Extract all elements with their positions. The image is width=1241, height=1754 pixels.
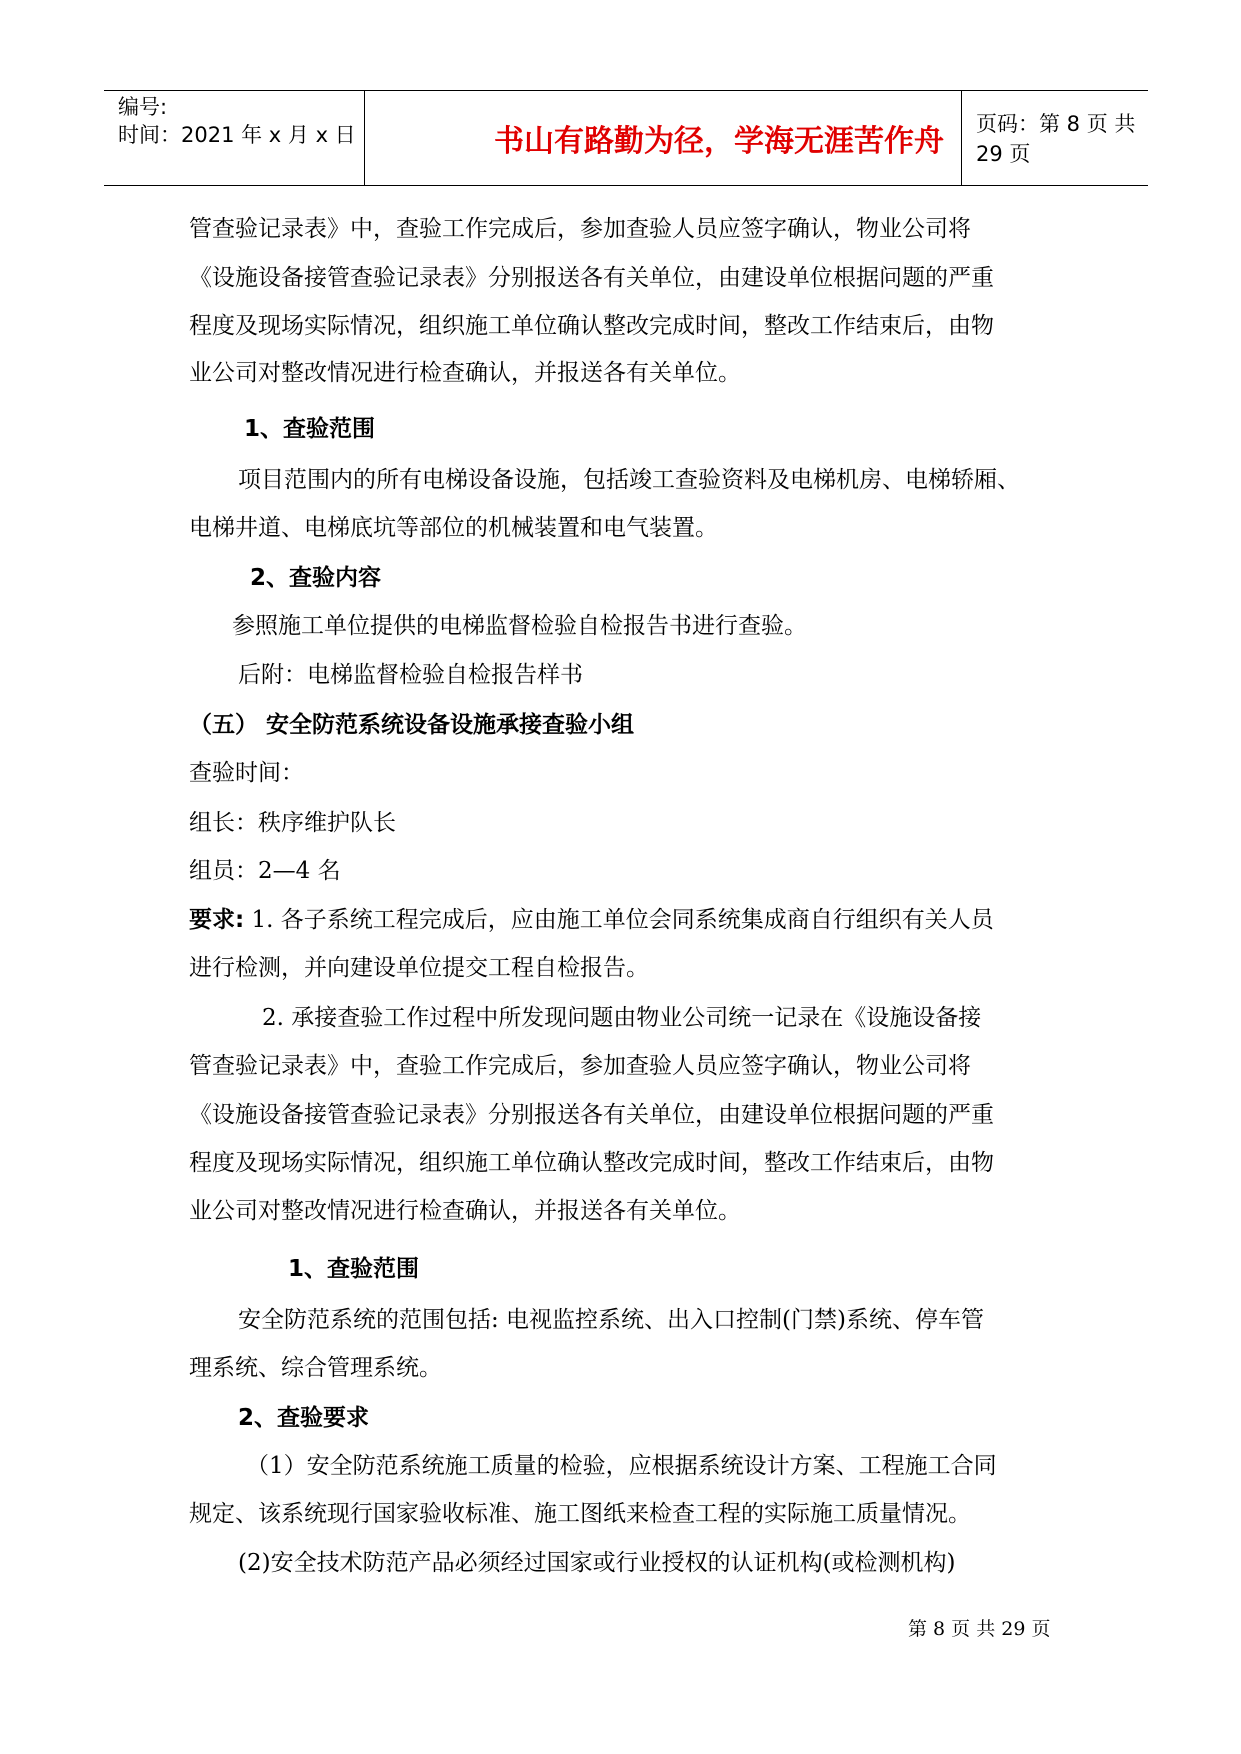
body-line: 组员：2—4 名	[189, 858, 341, 884]
serial-label: 编号:	[118, 95, 168, 119]
body-line: 进行检测，并向建设单位提交工程自检报告。	[189, 955, 649, 981]
body-line: 电梯井道、电梯底坑等部位的机械装置和电气装置。	[189, 515, 718, 541]
body-line: 程度及现场实际情况，组织施工单位确认整改完成时间，整改工作结束后，由物	[189, 1150, 994, 1176]
section-heading: 1、查验范围	[244, 416, 376, 442]
page-footer: 第 8 页 共 29 页	[908, 1618, 1051, 1640]
body-line: 查验时间：	[189, 760, 304, 786]
header-motto: 书山有路勤为径，学海无涯苦作舟	[494, 124, 944, 159]
body-line: 组长：秩序维护队长	[189, 810, 396, 836]
page-header	[104, 90, 1148, 186]
requirement-line	[189, 905, 994, 935]
body-line: 2. 承接查验工作过程中所发现问题由物业公司统一记录在《设施设备接	[262, 1005, 982, 1031]
group-heading: （五） 安全防范系统设备设施承接查验小组	[189, 712, 635, 738]
body-line: 安全防范系统的范围包括: 电视监控系统、出入口控制(门禁)系统、停车管	[238, 1307, 985, 1333]
header-page-info: 页码：第 8 页 共 29 页	[976, 112, 1136, 166]
requirement-text: 1. 各子系统工程完成后，应由施工单位会同系统集成商自行组织有关人员	[251, 907, 994, 933]
section-heading: 2、查验内容	[250, 565, 382, 591]
body-line: 规定、该系统现行国家验收标准、施工图纸来检查工程的实际施工质量情况。	[189, 1501, 971, 1527]
section-heading: 1、查验范围	[288, 1256, 420, 1282]
header-divider	[364, 91, 365, 185]
body-line: 理系统、综合管理系统。	[189, 1355, 442, 1381]
body-line: 程度及现场实际情况，组织施工单位确认整改完成时间，整改工作结束后，由物	[189, 313, 994, 339]
header-divider	[961, 91, 962, 185]
requirement-label: 要求:	[189, 907, 245, 933]
body-line: 管查验记录表》中，查验工作完成后，参加查验人员应签字确认，物业公司将	[189, 1053, 971, 1079]
body-line: 业公司对整改情况进行检查确认，并报送各有关单位。	[189, 1198, 741, 1224]
body-line: 《设施设备接管查验记录表》分别报送各有关单位，由建设单位根据问题的严重	[189, 1102, 994, 1128]
section-heading: 2、查验要求	[238, 1405, 370, 1431]
body-line: 《设施设备接管查验记录表》分别报送各有关单位，由建设单位根据问题的严重	[189, 265, 994, 291]
time-label: 时间：2021 年 x 月 x 日	[118, 123, 356, 147]
body-line: 业公司对整改情况进行检查确认，并报送各有关单位。	[189, 360, 741, 386]
body-line: 项目范围内的所有电梯设备设施，包括竣工查验资料及电梯机房、电梯轿厢、	[238, 467, 1020, 493]
header-left-cell	[118, 93, 356, 149]
body-line: （1）安全防范系统施工质量的检验，应根据系统设计方案、工程施工合同	[246, 1453, 997, 1479]
body-line: 管查验记录表》中，查验工作完成后，参加查验人员应签字确认，物业公司将	[189, 216, 971, 242]
body-line: 后附：电梯监督检验自检报告样书	[238, 662, 583, 688]
body-line: (2)安全技术防范产品必须经过国家或行业授权的认证机构(或检测机构)	[238, 1550, 956, 1576]
body-line: 参照施工单位提供的电梯监督检验自检报告书进行查验。	[232, 613, 807, 639]
